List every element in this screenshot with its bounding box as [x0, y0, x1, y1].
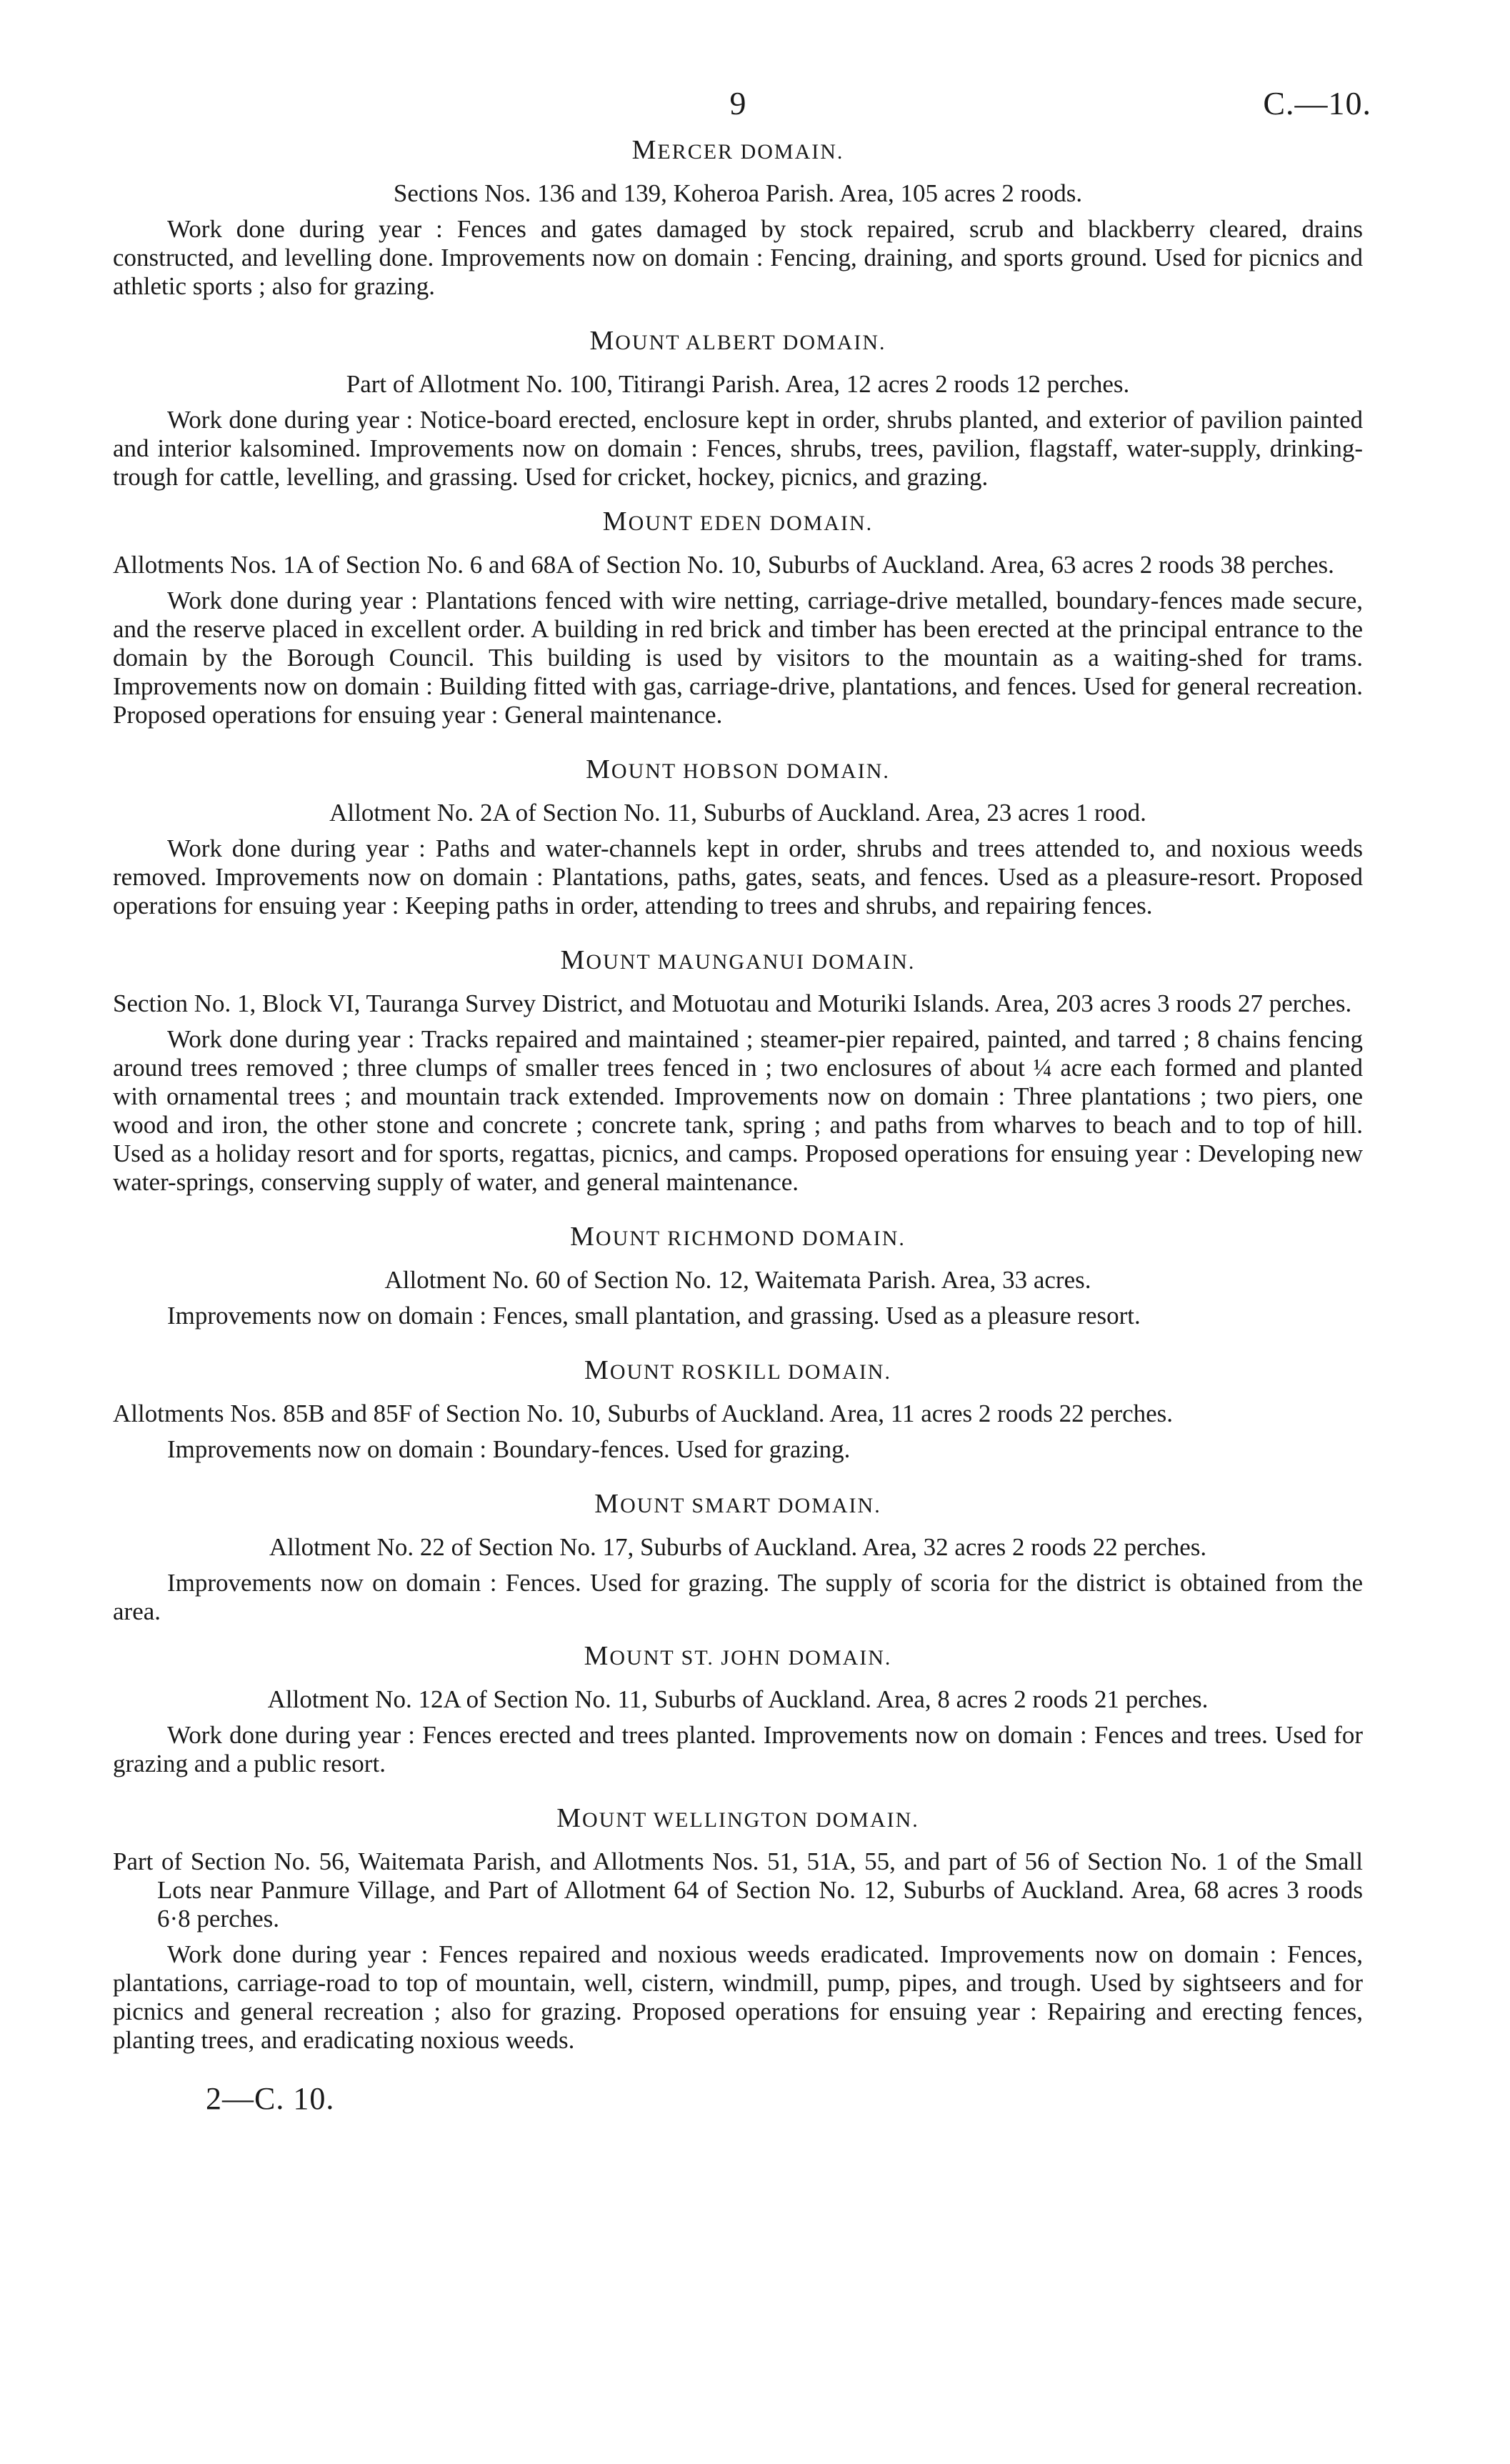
- section-paragraph: Work done during year : Tracks repaired and maintained ; steamer-pier repaired, painted, and tarred ; 8 chains fencing around trees removed ; three clumps of smaller trees fenced in ; two enclosures of about ¼ acre each formed and planted with ornamental trees ; and mountain track extended. Improvements now on domain : Three plantations ; two piers, one wood and iron, the other stone and concrete ; concrete tank, spring ; and paths from wharves to beach and to top of hill. Used as a holiday resort and for sports, regattas, picnics, and camps. Proposed operations for ensuing year : Developing new water-springs, conserving supply of water, and general maintenance.: [113, 1025, 1363, 1196]
- section-title: MERCER DOMAIN.: [631, 135, 844, 165]
- section-description: Part of Section No. 56, Waitemata Parish, and Allotments Nos. 51, 51A, 55, and part of 56 of Section No. 1 of the Small Lots near Panmure Village, and Part of Allotment 64 of Section No. 12, Suburbs of Auckland. Area, 68 acres 3 roods 6·8 perches.: [113, 1847, 1363, 1932]
- section-mount-maunganui-domain: [113, 946, 1363, 1197]
- section-title: MOUNT SMART DOMAIN.: [594, 1489, 881, 1519]
- section-title: MOUNT ST. JOHN DOMAIN.: [584, 1641, 892, 1671]
- section-description: Allotments Nos. 1A of Section No. 6 and 68A of Section No. 10, Suburbs of Auckland. Area, 63 acres 2 roods 38 perches.: [113, 551, 1334, 579]
- section-description: Allotment No. 22 of Section No. 17, Suburbs of Auckland. Area, 32 acres 2 roods 22 perches.: [269, 1533, 1207, 1561]
- page-header: [113, 0, 1371, 136]
- section-title: MOUNT EDEN DOMAIN.: [602, 507, 874, 537]
- section-paragraph: Improvements now on domain : Fences, small plantation, and grassing. Used as a pleasure resort.: [167, 1302, 1141, 1330]
- section-mount-richmond-domain: [113, 1222, 1363, 1330]
- section-mount-roskill-domain: [113, 1356, 1363, 1464]
- section-mount-eden-domain: [113, 507, 1363, 729]
- section-title: MOUNT HOBSON DOMAIN.: [586, 754, 890, 784]
- section-description: Allotment No. 2A of Section No. 11, Suburbs of Auckland. Area, 23 acres 1 rood.: [329, 799, 1146, 827]
- section-paragraph: Improvements now on domain : Fences. Used for grazing. The supply of scoria for the district is obtained from the area.: [113, 1569, 1363, 1625]
- document-code: C.—10.: [1263, 85, 1371, 121]
- section-mercer-domain: [113, 136, 1363, 301]
- section-mount-st-john-domain: [113, 1642, 1363, 1778]
- section-description: Section No. 1, Block VI, Tauranga Survey District, and Motuotau and Moturiki Islands. Area, 203 acres 3 roods 27 perches.: [113, 989, 1352, 1017]
- section-description: Allotment No. 60 of Section No. 12, Waitemata Parish. Area, 33 acres.: [384, 1266, 1091, 1294]
- section-description: Allotments Nos. 85B and 85F of Section No. 10, Suburbs of Auckland. Area, 11 acres 2 roods 22 perches.: [113, 1400, 1174, 1427]
- section-mount-wellington-domain: [113, 1804, 1363, 2055]
- section-mount-albert-domain: [113, 326, 1363, 492]
- section-paragraph: Work done during year : Fences erected and trees planted. Improvements now on domain : Fences and trees. Used for grazing and a public resort.: [113, 1721, 1363, 1777]
- section-paragraph: Work done during year : Fences repaired and noxious weeds eradicated. Improvements now on domain : Fences, plantations, carriage-road to top of mountain, well, cistern, windmill, pump, pipes, and trough. Used by sightseers and for picnics and general recreation ; also for grazing. Proposed operations for ensuing year : Repairing and erecting fences, planting trees, and eradicating noxious weeds.: [113, 1940, 1363, 2054]
- section-paragraph: Work done during year : Plantations fenced with wire netting, carriage-drive metalled, boundary-fences made secure, and the reserve placed in excellent order. A building in red brick and timber has been erected at the principal entrance to the domain by the Borough Council. This building is used by visitors to the mountain as a waiting-shed for trams. Improvements now on domain : Building fitted with gas, carriage-drive, plantations, and fences. Used for general recreation. Proposed operations for ensuing year : General maintenance.: [113, 587, 1363, 729]
- page-number: 9: [729, 85, 746, 121]
- section-mount-hobson-domain: [113, 755, 1363, 920]
- section-title: MOUNT ROSKILL DOMAIN.: [584, 1355, 891, 1385]
- section-title: MOUNT MAUNGANUI DOMAIN.: [560, 945, 916, 975]
- section-description: Allotment No. 12A of Section No. 11, Suburbs of Auckland. Area, 8 acres 2 roods 21 perches.: [267, 1685, 1209, 1713]
- section-title: MOUNT ALBERT DOMAIN.: [589, 326, 886, 356]
- section-paragraph: Work done during year : Fences and gates damaged by stock repaired, scrub and blackberry cleared, drains constructed, and levelling done. Improvements now on domain : Fencing, draining, and sports ground. Used for picnics and athletic sports ; also for grazing.: [113, 215, 1363, 300]
- section-paragraph: Work done during year : Notice-board erected, enclosure kept in order, shrubs planted, and exterior of pavilion painted and interior kalsomined. Improvements now on domain : Fences, shrubs, trees, pavilion, flagstaff, water-supply, drinking-trough for cattle, levelling, and grassing. Used for cricket, hockey, picnics, and grazing.: [113, 406, 1363, 491]
- section-title: MOUNT WELLINGTON DOMAIN.: [556, 1803, 919, 1833]
- signature-code: 2—C. 10.: [206, 2081, 335, 2116]
- document-page: [113, 0, 1371, 2117]
- section-mount-smart-domain: [113, 1490, 1363, 1626]
- section-paragraph: Work done during year : Paths and water-channels kept in order, shrubs and trees attended to, and noxious weeds removed. Improvements now on domain : Plantations, paths, gates, seats, and fences. Used as a pleasure-resort. Proposed operations for ensuing year : Keeping paths in order, attending to trees and shrubs, and repairing fences.: [113, 834, 1363, 919]
- section-description: Sections Nos. 136 and 139, Koheroa Parish. Area, 105 acres 2 roods.: [393, 179, 1083, 207]
- section-description: Part of Allotment No. 100, Titirangi Parish. Area, 12 acres 2 roods 12 perches.: [346, 370, 1130, 398]
- section-paragraph: Improvements now on domain : Boundary-fences. Used for grazing.: [167, 1435, 851, 1463]
- section-title: MOUNT RICHMOND DOMAIN.: [570, 1222, 906, 1252]
